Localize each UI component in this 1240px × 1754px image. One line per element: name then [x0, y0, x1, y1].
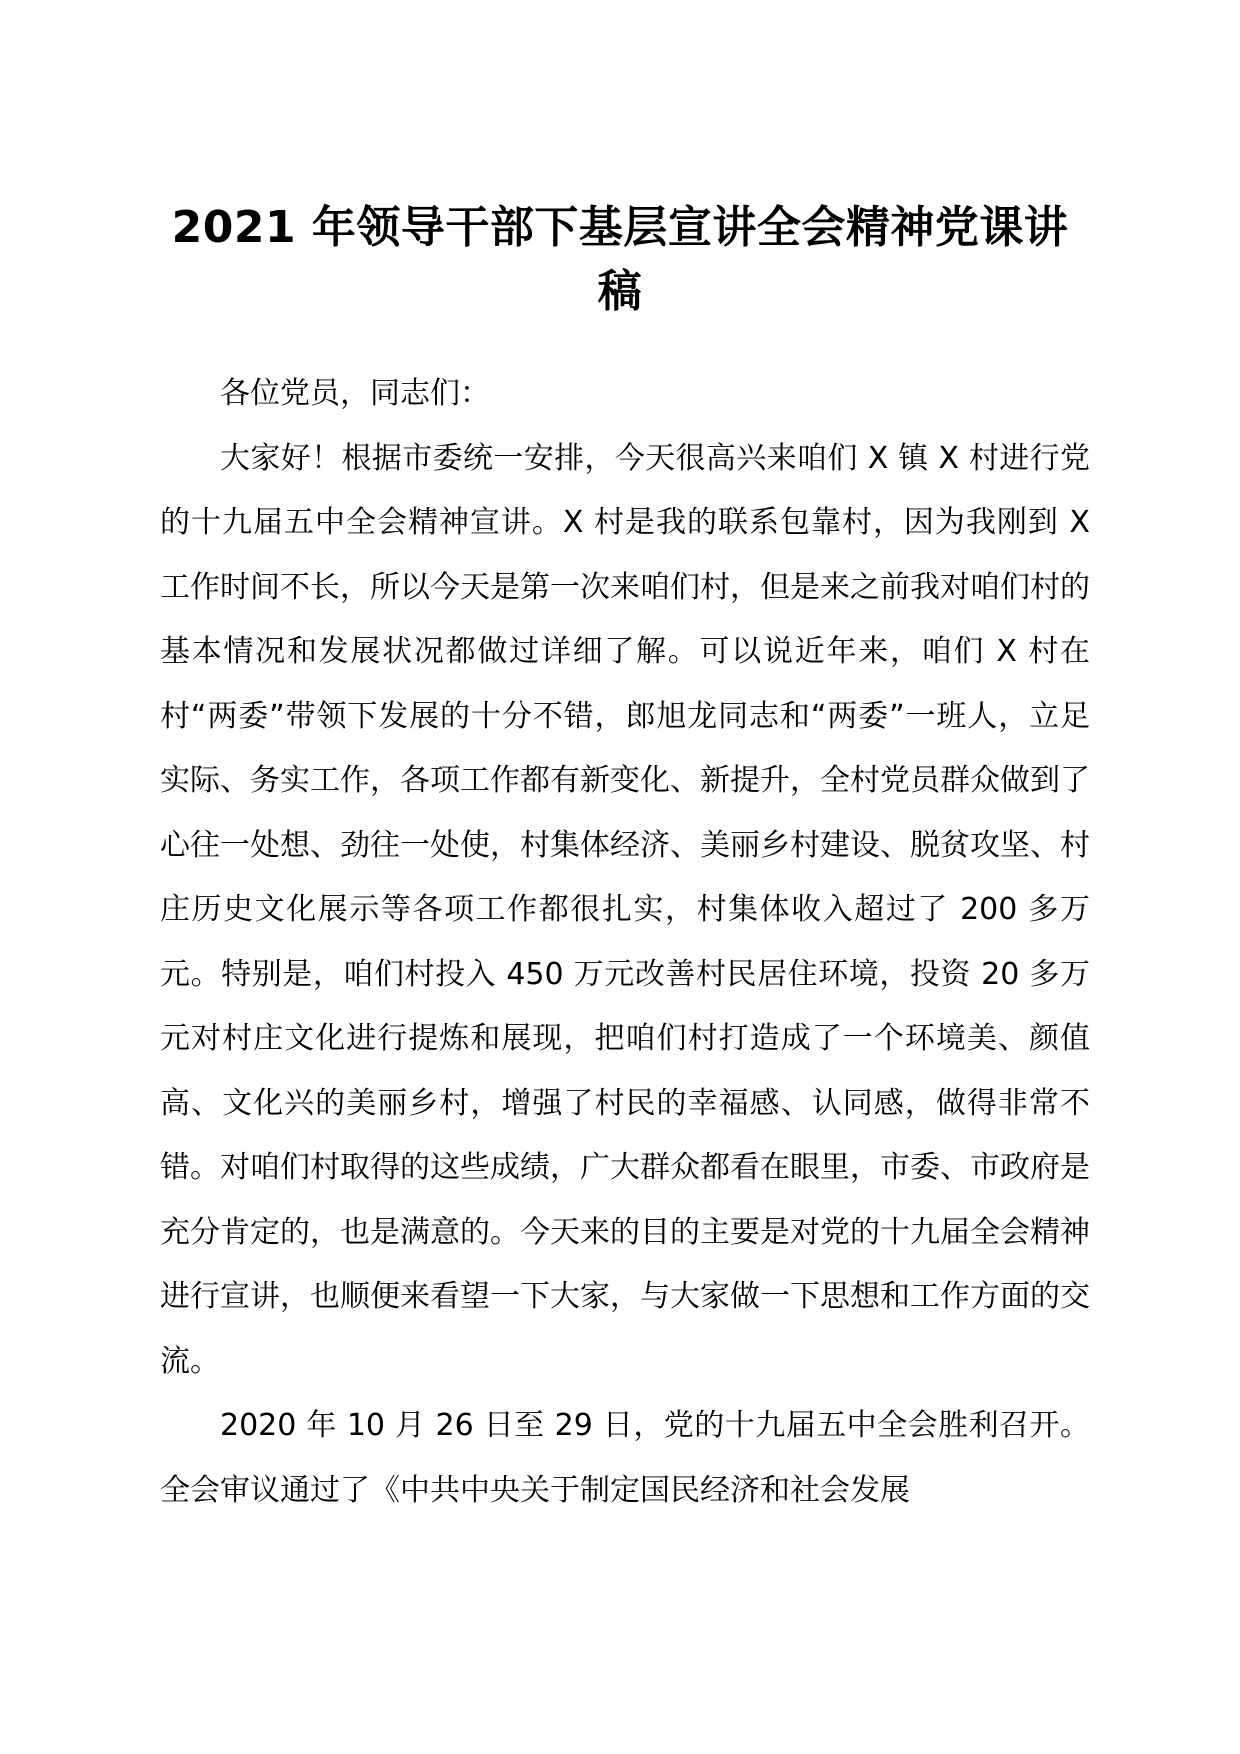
document-body: [160, 362, 1090, 1523]
paragraph-plenum: 2020 年 10 月 26 日至 29 日，党的十九届五中全会胜利召开。全会审议通过了《中共中央关于制定国民经济和社会发展: [160, 1408, 1090, 1508]
paragraph-introduction: 大家好！根据市委统一安排，今天很高兴来咱们 X 镇 X 村进行党的十九届五中全会精神宣讲。X 村是我的联系包靠村，因为我刚到 X 工作时间不长，所以今天是第一次来咱们村，但是来之前我对咱们村的基本情况和发展状况都做过详细了解。可以说近年来，咱们 X 村在村“两委”带领下发展的十分不错，郎旭龙同志和“两委”一班人，立足实际、务实工作，各项工作都有新变化、新提升，全村党员群众做到了心往一处想、劲往一处使，村集体经济、美丽乡村建设、脱贫攻坚、村庄历史文化展示等各项工作都很扎实，村集体收入超过了 200 多万元。特别是，咱们村投入 450 万元改善村民居住环境，投资 20 多万元对村庄文化进行提炼和展现，把咱们村打造成了一个环境美、颜值高、文化兴的美丽乡村，增强了村民的幸福感、认同感，做得非常不错。对咱们村取得的这些成绩，广大群众都看在眼里，市委、市政府是充分肯定的，也是满意的。今天来的目的主要是对党的十九届全会精神进行宣讲，也顺便来看望一下大家，与大家做一下思想和工作方面的交流。: [160, 440, 1090, 1379]
document-title: 2021 年领导干部下基层宣讲全会精神党课讲稿: [171, 202, 1069, 317]
paragraph-greeting: 各位党员，同志们：: [220, 376, 490, 411]
